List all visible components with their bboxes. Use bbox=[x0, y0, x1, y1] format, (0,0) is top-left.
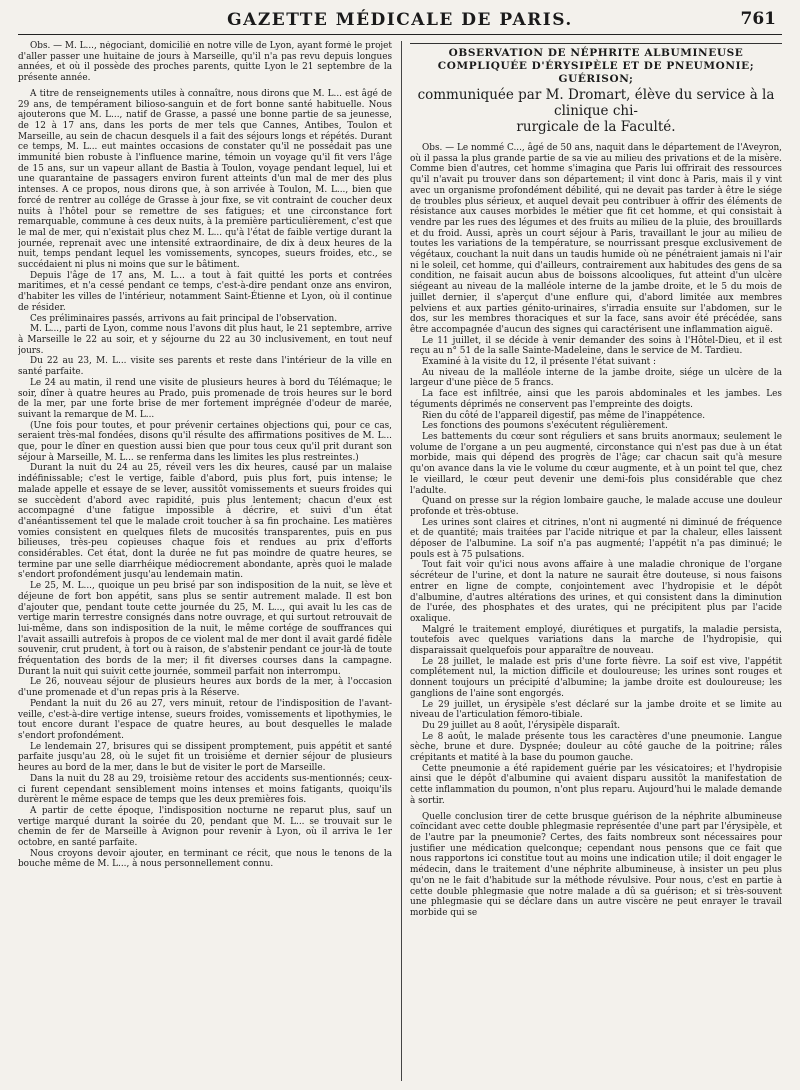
paragraph: A titre de renseignements utiles à connaître, nous dirons que M. L... est âgé de 29 ans, de tempérament bilioso-sanguin et de fort bonne santé habituelle. Nous ajouterons que M. L..., natif de Grasse, a passé une bonne partie de sa jeunesse, de 12 à 17 ans, dans les ports de mer tels que Cannes, Antibes, Toulon et Marseille, au sein de chacun desquels il a fait des séjours longs et répétés. Durant ce temps, M. L... eut maintes occasions de constater qu'il ne possédait pas une immunité bien robuste à l'influence marine, témoin un voyage qu'il fit vers l'âge de 15 ans, sur un vapeur allant de Bastia à Toulon, voyage pendant lequel, lui et une quarantaine de passagers environ furent atteints d'un mal de mer des plus intenses. A ce propos, nous dirons que, à son arrivée à Toulon, M. L..., bien que forcé de rentrer au collége de Grasse à jour fixe, se vit contraint de coucher deux nuits à l'hôtel pour se remettre de ses fatigues; et une circonstance fort remarquable, commune à ces deux nuits, à la première particulièrement, c'est que le mal de mer, qui n'existait plus chez M. L... qu'à l'état de faible vertige durant la journée, reprenait avec une intensité extraordinaire, de dix à deux heures de la nuit, temps pendant lequel les vomissements, syncopes, sueurs froides, etc., se succédaient ni plus ni moins que sur le bâtiment. bbox=[18, 88, 392, 271]
paragraph: Le 11 juillet, il se décide à venir demander des soins à l'Hôtel-Dieu, et il est reçu au n° 51 de la salle Sainte-Madeleine, dans le service de M. Tardieu. bbox=[410, 335, 782, 357]
paragraph: Les battements du cœur sont réguliers et sans bruits anormaux; seulement le volume de l'organe a un peu augmenté, circonstance qui n'est pas due à un état morbide, mais qui dépend des progrès de l'âge; car chacun sait qu'à mesure qu'on avance dans la vie le volume du cœur augmente, et à un point tel que, chez le vieillard, le cœur peut devenir une demi-fois plus considérable que chez l'adulte. bbox=[410, 431, 782, 496]
paragraph: Le 29 juillet, un érysipèle s'est déclaré sur la jambe droite et se limite au niveau de l'articulation fémoro-tibiale. bbox=[410, 699, 782, 721]
paragraph: Obs. — Le nommé C..., âgé de 50 ans, naquit dans le département de l'Aveyron, où il passa la plus grande partie de sa vie au milieu des privations et de la misère. Comme bien d'autres, cet homme s'imagina que Paris lui offrirait des ressources qu'il n'avait pu trouver dans son département; il vint donc à Paris, mais il y vint avec un organisme profondément débilité, qui ne devait pas tarder à être le siége de troubles plus sérieux, et auquel devait peu contribuer à offrir des éléments de résistance aux causes morbides le métier que fit cet homme, et qui consistait à vendre par les rues des légumes et des fruits au milieu de la pluie, des brouillards et du froid. Aussi, après un court séjour à Paris, travaillant le jour au milieu de toutes les variations de la température, se nourrissant presque exclusivement de végétaux, couchant la nuit dans un taudis humide où ne pénétraient jamais ni l'air ni le soleil, cet homme, qui d'ailleurs, contrairement aux habitudes des gens de sa condition, ne faisait aucun abus de boissons alcooliques, fut atteint d'un ulcère siégeant au niveau de la malléole interne de la jambe droite, et le 5 du mois de juillet dernier, il s'aperçut d'une enflure qui, d'abord limitée aux membres pelviens et aux parties génito-urinaires, s'irradia ensuite sur l'abdomen, sur le dos, sur les membres thoraciques et sur la face, sans avoir été précédée, sans être accompagnée d'aucun des signes qui caractérisent une inflammation aiguë. bbox=[410, 143, 782, 335]
paragraph: Le lendemain 27, brisures qui se dissipent promptement, puis appétit et santé parfaite jusqu'au 28, où le sujet fit un troisième et dernier séjour de plusieurs heures au bord de la mer, dans le but de visiter le port de Marseille. bbox=[18, 741, 392, 774]
page-number: 761 bbox=[740, 9, 776, 29]
left-column bbox=[18, 41, 392, 1081]
paragraph: Les fonctions des poumons s'exécutent régulièrement. bbox=[422, 421, 668, 432]
paragraph: Les urines sont claires et citrines, n'ont ni augmenté ni diminué de fréquence et de quantité; mais traitées par l'acide nitrique et par la chaleur, elles laissent déposer de l'albumine. La soif n'a pas augmenté; l'appétit n'a pas diminué; le pouls est à 75 pulsations. bbox=[410, 517, 782, 560]
paragraph: Ces préliminaires passés, arrivons au fait principal de l'observation. bbox=[30, 313, 338, 324]
paragraph: Dans la nuit du 28 au 29, troisième retour des accidents sus-mentionnés; ceux-ci furent cependant sensiblement moins intenses et moins fatigants, quoiqu'ils durèrent le même espace de temps que les deux premières fois. bbox=[18, 773, 392, 806]
paragraph: Du 29 juillet au 8 août, l'érysipèle disparaît. bbox=[422, 720, 621, 731]
paragraph: Quand on presse sur la région lombaire gauche, le malade accuse une douleur profonde et très-obtuse. bbox=[410, 496, 782, 517]
paragraph: (Une fois pour toutes, et pour prévenir certaines objections qui, pour ce cas, seraient très-mal fondées, disons qu'il résulte des affirmations positives de M. L... que, pour le dîner en question aussi bien que pour tous ceux qu'il prit durant son séjour à Marseille, M. L... se renferma dans les limites les plus restreintes.) bbox=[18, 420, 392, 463]
paragraph: Obs. — M. L..., négociant, domicilié en notre ville de Lyon, ayant formé le projet d'aller passer une huitaine de jours à Marseille, qu'il n'a pas revu depuis longues années, et où il possède des proches parents, quitte Lyon le 21 septembre de la présente année. bbox=[18, 41, 392, 84]
journal-title: GAZETTE MÉDICALE DE PARIS. bbox=[227, 10, 573, 30]
paragraph: Le 25, M. L..., quoique un peu brisé par son indisposition de la nuit, se lève et déjeune de fort bon appétit, sans plus se sentir autrement malade. Il est bon d'ajouter que, pendant toute cette journée du 25, M. L..., qui avait lu les cas de vertige marin terrestre consignés dans notre ouvrage, et qui surtout retrouvait de lui-même, dans son indisposition de la nuit, le même cortége de souffrances qui l'avait assailli autrefois à propos de ce violent mal de mer dont il avait gardé fidèle souvenir, crut prudent, à tort ou à raison, de s'abstenir pendant ce jour-là de toute fréquentation des bords de la mer; il fit diverses courses dans la campagne. Durant la nuit qui suivit cette journée, sommeil parfait non interrompu. bbox=[18, 581, 392, 677]
paragraph: La face est infiltrée, ainsi que les parois abdominales et les jambes. Les téguments déprimés ne conservent pas l'empreinte des doigts. bbox=[410, 389, 782, 410]
article-title bbox=[410, 43, 782, 135]
article-byline: communiquée par M. Dromart, élève du service à la clinique chi- bbox=[417, 87, 775, 119]
paragraph: Durant la nuit du 24 au 25, réveil vers les dix heures, causé par un malaise indéfinissable; c'est le vertige, faible d'abord, puis plus fort, puis intense; le malade appelle et essaye de se lever, aussitôt vomissements et sueurs froides qui se succèdent d'abord avec rapidité, puis plus lentement; chacun d'eux est accompagné d'une fatigue impossible à décrire, et suivi d'un état d'anéantissement tel que le malade croit toucher à sa fin prochaine. Les matières vomies consistent en quelques filets de mucosités transparentes, puis en pus bilieuses, très-peu copieuses chaque fois et rendues au prix d'efforts considérables. Cet état, dont la durée ne fut pas moindre de quatre heures, se termine par une selle diarrhéique médiocrement abondante, après quoi le malade s'endort profondément jusqu'au lendemain matin. bbox=[18, 463, 392, 581]
paragraph: Le 28 juillet, le malade est pris d'une forte fièvre. La soif est vive, l'appétit complétement nul, la miction difficile et douloureuse; les urines sont rouges et donnent toujours un précipité d'albumine; la jambe droite est douloureuse; les ganglions de l'aine sont engorgés. bbox=[410, 656, 782, 699]
paragraph: Malgré le traitement employé, diurétiques et purgatifs, la maladie persista, toutefois avec quelques variations dans la marche de l'hydropisie, qui disparaissait quelquefois pour apparaître de nouveau. bbox=[410, 624, 782, 657]
paragraph: Nous croyons devoir ajouter, en terminant ce récit, que nous le tenons de la bouche même de M. L..., à nous personnellement connu. bbox=[18, 848, 392, 870]
article-byline-continued: rurgicale de la Faculté. bbox=[516, 119, 676, 135]
text-columns bbox=[18, 41, 782, 1081]
paragraph: Au niveau de la malléole interne de la jambe droite, siége un ulcère de la largeur d'une pièce de 5 francs. bbox=[410, 367, 782, 389]
paragraph: M. L..., parti de Lyon, comme nous l'avons dit plus haut, le 21 septembre, arrive à Marseille le 22 au soir, et y séjourne du 22 au 30 inclusivement, en tout neuf jours. bbox=[18, 324, 392, 356]
article-title-line: OBSERVATION DE NÉPHRITE ALBUMINEUSE COMPLIQUÉE D'ÉRYSIPÈLE ET DE PNEUMONIE; GUÉRISON; bbox=[437, 47, 755, 85]
paragraph: Cette pneumonie a été rapidement guérie par les vésicatoires; et l'hydropisie ainsi que le dépôt d'albumine qui avaient disparu aussitôt la manifestation de cette inflammation du poumon, n'ont plus reparu. Aujourd'hui le malade demande à sortir. bbox=[410, 763, 782, 806]
paragraph: Pendant la nuit du 26 au 27, vers minuit, retour de l'indisposition de l'avant-veille, c'est-à-dire vertige intense, sueurs froides, vomissements et lipothymies, le tout encore durant l'espace de quatre heures, au bout desquelles le malade s'endort profondément. bbox=[18, 698, 392, 741]
paragraph: Depuis l'âge de 17 ans, M. L... a tout à fait quitté les ports et contrées maritimes, et n'a cessé pendant ce temps, c'est-à-dire pendant onze ans environ, d'habiter les villes de l'intérieur, notamment Saint-Étienne et Lyon, où il continue de résider. bbox=[18, 270, 392, 313]
paragraph: A partir de cette époque, l'indisposition nocturne ne reparut plus, sauf un vertige marqué durant la soirée du 20, pendant que M. L... se trouvait sur le chemin de fer de Marseille à Avignon pour revenir à Lyon, où il arriva le 1er octobre, en santé parfaite. bbox=[18, 805, 392, 849]
paragraph: Le 26, nouveau séjour de plusieurs heures aux bords de la mer, à l'occasion d'une promenade et d'un repas pris à la Réserve. bbox=[18, 677, 392, 699]
paragraph: Tout fait voir qu'ici nous avons affaire à une maladie chronique de l'organe sécréteur de l'urine, et dont la nature ne saurait être douteuse, si nous faisons entrer en ligne de compte, conjointement avec l'hydropisie et le dépôt d'albumine, d'autres altérations des urines, et qui consistent dans la diminution de l'urée, des phosphates et des urates, qui ne précipitent plus par l'acide oxalique. bbox=[410, 560, 782, 624]
paragraph: Rien du côté de l'appareil digestif, pas même de l'inappétence. bbox=[422, 410, 706, 421]
paragraph: Quelle conclusion tirer de cette brusque guérison de la néphrite albumineuse coïncidant avec cette double phlegmasie représentée d'une part par l'érysipèle, et de l'autre par la pneumonie? Certes, des faits nombreux sont nécessaires pour justifier une médication quelconque; cependant nous pensons que ce fait que nous rapportons ici constitue tout au moins une indication utile; il doit engager le médecin, dans le traitement d'une néphrite albumineuse, à insister un peu plus qu'on ne le fait d'habitude sur la méthode révulsive. Pour nous, c'est en partie à cette double phlegmasie que notre malade a dû sa guérison; et si très-souvent une phlegmasie qui se déclare dans un autre viscère ne peut enrayer le travail morbide qui se bbox=[410, 811, 782, 918]
right-column bbox=[410, 41, 782, 1081]
paragraph: Du 22 au 23, M. L... visite ses parents et reste dans l'intérieur de la ville en santé parfaite. bbox=[18, 356, 392, 378]
paragraph: Le 8 août, le malade présente tous les caractères d'une pneumonie. Langue sèche, brune et dure. Dyspnée; douleur au côté gauche de la poitrine; râles crépitants et matité à la base du poumon gauche. bbox=[410, 731, 782, 764]
column-divider bbox=[401, 41, 402, 1081]
page-header bbox=[18, 8, 782, 35]
paragraph: Examiné à la visite du 12, il présente l'état suivant : bbox=[422, 357, 657, 368]
paragraph: Le 24 au matin, il rend une visite de plusieurs heures à bord du Télémaque; le soir, dîner à quatre heures au Prado, puis promenade de trois heures sur le bord de la mer, par une forte brise de mer fortement imprégnée d'odeur de marée, suivant la remarque de M. L... bbox=[18, 377, 392, 420]
